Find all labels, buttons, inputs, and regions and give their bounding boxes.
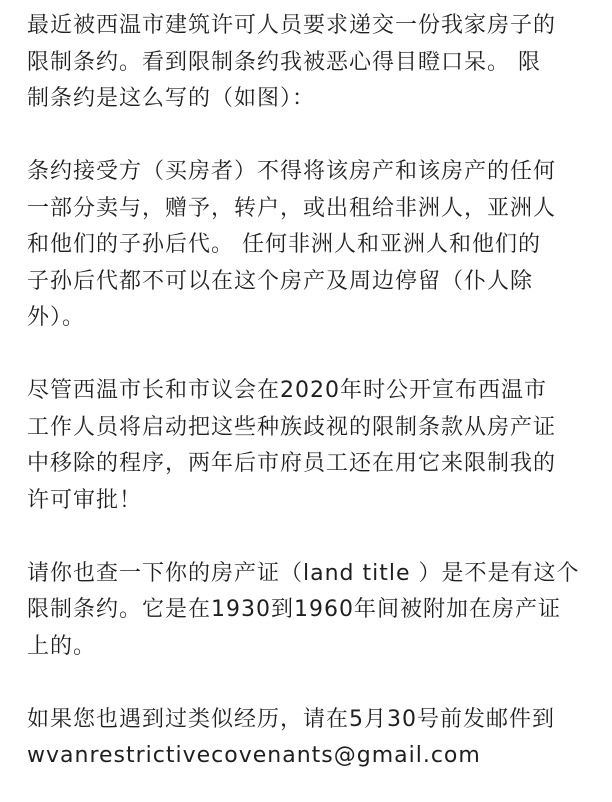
paragraph-covenant-text: [27, 154, 607, 337]
paragraph-contact: [27, 702, 607, 775]
paragraph-council: [27, 373, 607, 519]
paragraph-gap: [27, 337, 607, 374]
text-line: 和他们的子孙后代。 任何非洲人和亚洲人和他们的: [27, 232, 541, 257]
text-line: 外）。: [27, 305, 86, 330]
text-line: 中移除的程序，两年后市府员工还在用它来限制我的: [27, 451, 557, 476]
paragraph-intro: [27, 8, 607, 118]
paragraph-gap: [27, 118, 607, 155]
paragraph-gap: [27, 665, 607, 702]
text-line: 上的。: [27, 633, 97, 659]
text-line: 如果您也遇到过类似经历，请在5月30号前发邮件到: [27, 706, 555, 732]
text-line: 条约接受方（买房者）不得将该房产和该房产的任何: [27, 159, 557, 184]
paragraph-gap: [27, 519, 607, 556]
text-line: 工作人员将启动把这些种族歧视的限制条款从房产证: [27, 414, 557, 440]
text-line: 请你也查一下你的房产证（land title ）是不是有这个: [27, 560, 580, 586]
text-line: 尽管西温市长和市议会在2020年时公开宣布西温市: [27, 378, 547, 403]
text-line: 许可审批！: [27, 487, 143, 513]
text-line: 一部分卖与，赠予，转户，或出租给非洲人，亚洲人: [27, 195, 557, 221]
text-line: 限制条约。看到限制条约我被恶心得目瞪口呆。 限: [27, 49, 541, 75]
text-line: 限制条约。它是在1930到1960年间被附加在房产证: [27, 597, 561, 622]
text-line: 制条约是这么写的（如图）：: [27, 86, 316, 111]
article-body: [27, 8, 607, 775]
text-line: 子孙后代都不可以在这个房产及周边停留（仆人除: [27, 268, 534, 294]
text-line: 最近被西温市建筑许可人员要求递交一份我家房子的: [27, 13, 557, 38]
contact-email: wvanrestrictivecovenants@gmail.com: [27, 743, 481, 768]
paragraph-land-title: [27, 556, 607, 666]
